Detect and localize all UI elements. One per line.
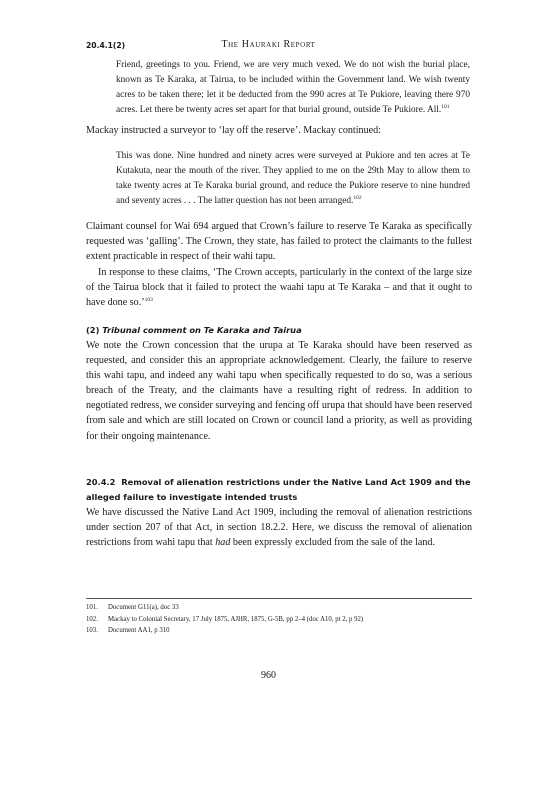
subheading-number: (2) xyxy=(86,325,100,335)
footnote-ref-101[interactable]: 101 xyxy=(441,104,450,110)
footnote-101 xyxy=(86,602,472,614)
paragraph-removal-text: We have discussed the Native Land Act 1909, including the removal of alienation restrictions under section 207 of that Act, in section 18.2.2. Here, we discuss the removal of alienation restrictions from wahi tapu that xyxy=(86,507,472,549)
subheading-tribunal-comment xyxy=(86,323,472,338)
paragraph-removal-emphasis: had xyxy=(215,537,231,549)
paragraph-crown-response-text: In response to these claims, ‘The Crown accepts, particularly in the context of the large size of the Tairua block that it failed to protect the waahi tapu at Te Karaka – and that it ought to have done so.’ xyxy=(86,267,472,309)
footnote-divider xyxy=(86,598,472,599)
paragraph-removal-restrictions xyxy=(86,505,472,550)
paragraph-tribunal-comment: We note the Crown concession that the urupa at Te Karaka should have been reserved as requested, and consider this an appropriate acknowledgement. Clearly, the failure to reserve this wahi tapu, and indeed any wahi tapu when specifically requested to do so, was a serious breach of the Treaty, and the claimants have a resulting right of redress. In addition to negotiated redress, we consider surveying and fencing off urupa that should have been reserved from sale and which are still located on Crown or council land a priority, as well as providing for their ongoing maintenance. xyxy=(86,340,472,442)
section-heading-title: Removal of alienation restrictions under the Native Land Act 1909 and the alleged failure to investigate intended trusts xyxy=(86,477,471,502)
footnotes-list xyxy=(86,602,472,637)
quote-mackay xyxy=(116,149,470,209)
subheading-title: Tribunal comment on Te Karaka and Tairua xyxy=(102,325,302,335)
footnote-number: 102. xyxy=(86,615,98,623)
footnote-102 xyxy=(86,614,472,626)
footnote-text: Document G11(a), doc 33 xyxy=(108,604,179,611)
section-heading-20-4-2 xyxy=(86,475,472,505)
paragraph-crown-response xyxy=(86,265,472,310)
footnote-number: 101. xyxy=(86,604,98,611)
footnote-ref-103[interactable]: 103 xyxy=(144,297,153,304)
quote-letter xyxy=(116,58,470,118)
page-number: 960 xyxy=(261,670,276,681)
section-heading-number: 20.4.2 xyxy=(86,477,116,487)
section-reference: 20.4.1(2) xyxy=(86,41,126,50)
footnote-ref-102[interactable]: 102 xyxy=(353,195,362,201)
paragraph-mackay: Mackay instructed a surveyor to ‘lay off the reserve’. Mackay continued: xyxy=(86,125,381,136)
footnote-text: Document AA1, p 310 xyxy=(108,627,170,634)
running-head-title: The Hauraki Report xyxy=(221,39,316,50)
footnote-103 xyxy=(86,625,472,637)
footnote-text: Mackay to Colonial Secretary, 17 July 1875, AJHR, 1875, G-5B, pp 2–4 (doc A10, pt 2, p 92) xyxy=(108,615,364,623)
paragraph-claimant: Claimant counsel for Wai 694 argued that Crown’s failure to reserve Te Karaka as specifically requested was ‘galling’. The Crown, they state, has failed to protect the claimants to the fullest extent practicable in respect of their wahi tapu. xyxy=(86,221,472,263)
quote-letter-text: Friend, greetings to you. Friend, we are very much vexed. We do not wish the burial place, known as Te Karaka, at Tairua, to be included within the Government land. We wish twenty acres to be taken there; let it be deducted from the 990 acres at Te Pukiore, leaving there 970 acres. Let there be twenty acres set apart for that burial ground, outside Te Pukiore. All. xyxy=(116,60,470,115)
footnote-number: 103. xyxy=(86,627,98,634)
paragraph-removal-text-end: been expressly excluded from the sale of the land. xyxy=(230,537,435,549)
quote-mackay-text: This was done. Nine hundred and ninety acres were surveyed at Pukiore and ten acres at Te Kutakuta, near the mouth of the river. They applied to me on the 29th May to allow them to take twenty acres at Te Karaka burial ground, and reduce the Pukiore reserve to nine hundred and seventy acres . . . The latter question has not been arranged. xyxy=(116,151,470,206)
